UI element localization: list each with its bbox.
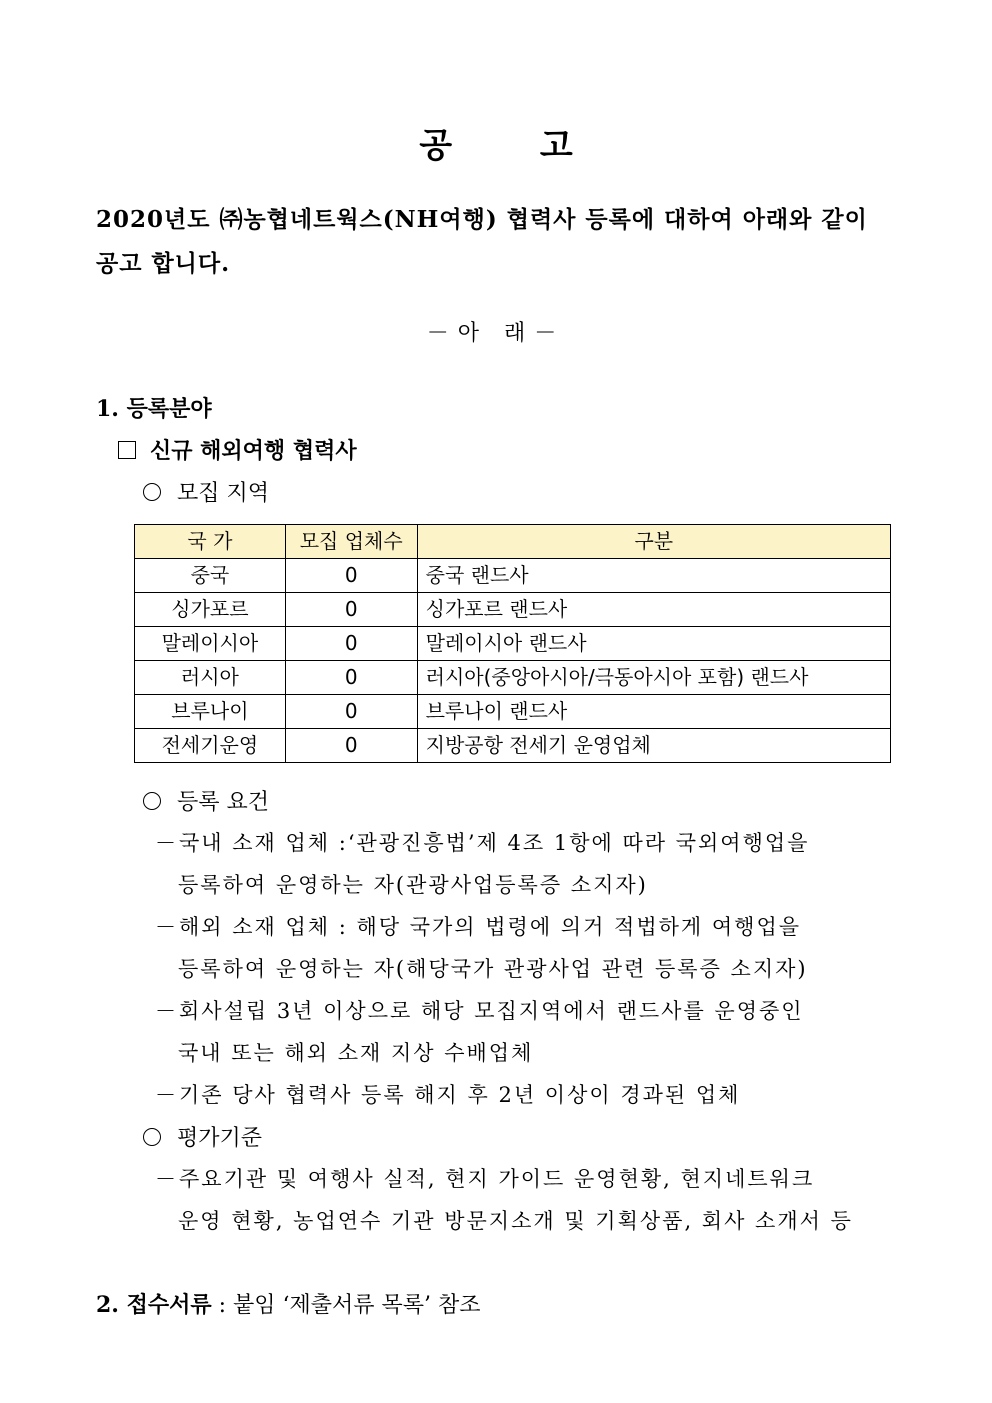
cell-category: 지방공항 전세기 운영업체: [417, 729, 890, 763]
table-row: [135, 627, 891, 661]
section-2-text: : 붙임 ‘제출서류 목록’ 참조: [211, 1293, 481, 1318]
cell-count: 0: [285, 559, 417, 593]
criteria-text: 주요기관 및 여행사 실적, 현지 가이드 운영현황, 현지네트워크: [179, 1167, 815, 1191]
region-heading: [143, 476, 269, 507]
header-count: 모집 업체수: [285, 525, 417, 559]
cell-category: 러시아(중앙아시아/극동아시아 포함) 랜드사: [417, 661, 890, 695]
table-header-row: [135, 525, 891, 559]
requirement-text: 해외 소재 업체 : 해당 국가의 법령에 의거 적법하게 여행업을: [179, 915, 802, 939]
requirements-heading-text: 등록 요건: [177, 790, 270, 815]
square-bullet-icon: [118, 441, 136, 459]
criteria-heading-text: 평가기준: [177, 1126, 263, 1151]
criteria-continuation: 운영 현황, 농업연수 기관 방문지소개 및 기획상품, 회사 소개서 등: [178, 1209, 853, 1233]
criteria-item: [155, 1163, 814, 1193]
circle-bullet-icon: [143, 483, 161, 501]
intro-line-2: 공고 합니다.: [96, 250, 231, 277]
cell-country: 러시아: [135, 661, 286, 695]
dash-bullet: －: [155, 1167, 178, 1191]
region-table: [134, 524, 891, 763]
table-row: [135, 729, 891, 763]
requirement-text: 국내 소재 업체 :‘관광진흥법’제 4조 1항에 따라 국외여행업을: [179, 831, 810, 855]
dash-bullet: －: [155, 1083, 178, 1107]
cell-country: 전세기운영: [135, 729, 286, 763]
cell-count: 0: [285, 729, 417, 763]
dash-bullet: －: [155, 915, 178, 939]
requirement-item: [155, 995, 804, 1025]
header-country: 국 가: [135, 525, 286, 559]
cell-count: 0: [285, 627, 417, 661]
requirement-item: [155, 911, 801, 941]
subheading-text: 신규 해외여행 협력사: [150, 438, 357, 464]
cell-category: 중국 랜드사: [417, 559, 890, 593]
table-row: [135, 661, 891, 695]
table-row: [135, 695, 891, 729]
cell-count: 0: [285, 695, 417, 729]
table-row: [135, 559, 891, 593]
dash-bullet: －: [155, 831, 178, 855]
table-row: [135, 593, 891, 627]
requirement-text: 회사설립 3년 이상으로 해당 모집지역에서 랜드사를 운영중인: [179, 999, 804, 1023]
page-title: 공 고: [419, 126, 611, 166]
section-2-heading: 2. 접수서류: [96, 1292, 212, 1318]
cell-category: 말레이시아 랜드사: [417, 627, 890, 661]
circle-bullet-icon: [143, 1128, 161, 1146]
cell-count: 0: [285, 661, 417, 695]
cell-country: 싱가포르: [135, 593, 286, 627]
requirement-text: 기존 당사 협력사 등록 해지 후 2년 이상이 경과된 업체: [179, 1083, 741, 1107]
cell-count: 0: [285, 593, 417, 627]
requirements-heading: [143, 785, 269, 816]
requirement-continuation: 등록하여 운영하는 자(관광사업등록증 소지자): [178, 873, 648, 897]
cell-country: 중국: [135, 559, 286, 593]
notice-subheading: －아 래－: [426, 321, 566, 346]
cell-country: 브루나이: [135, 695, 286, 729]
intro-paragraph: [96, 198, 896, 286]
cell-country: 말레이시아: [135, 627, 286, 661]
intro-line-1: 2020년도 ㈜농협네트웍스(NH여행) 협력사 등록에 대하여 아래와 같이: [96, 206, 868, 233]
cell-category: 싱가포르 랜드사: [417, 593, 890, 627]
dash-bullet: －: [155, 999, 178, 1023]
requirement-continuation: 등록하여 운영하는 자(해당국가 관광사업 관련 등록증 소지자): [178, 957, 808, 981]
subheading-new-partner: [118, 434, 357, 465]
requirement-continuation: 국내 또는 해외 소재 지상 수배업체: [178, 1041, 534, 1065]
circle-bullet-icon: [143, 792, 161, 810]
header-category: 구분: [417, 525, 890, 559]
requirement-item: [155, 827, 809, 857]
region-heading-text: 모집 지역: [177, 481, 270, 506]
requirement-item: [155, 1079, 740, 1109]
section-2: [96, 1288, 481, 1319]
section-1-heading: 1. 등록분야: [96, 396, 212, 422]
cell-category: 브루나이 랜드사: [417, 695, 890, 729]
criteria-heading: [143, 1121, 262, 1152]
